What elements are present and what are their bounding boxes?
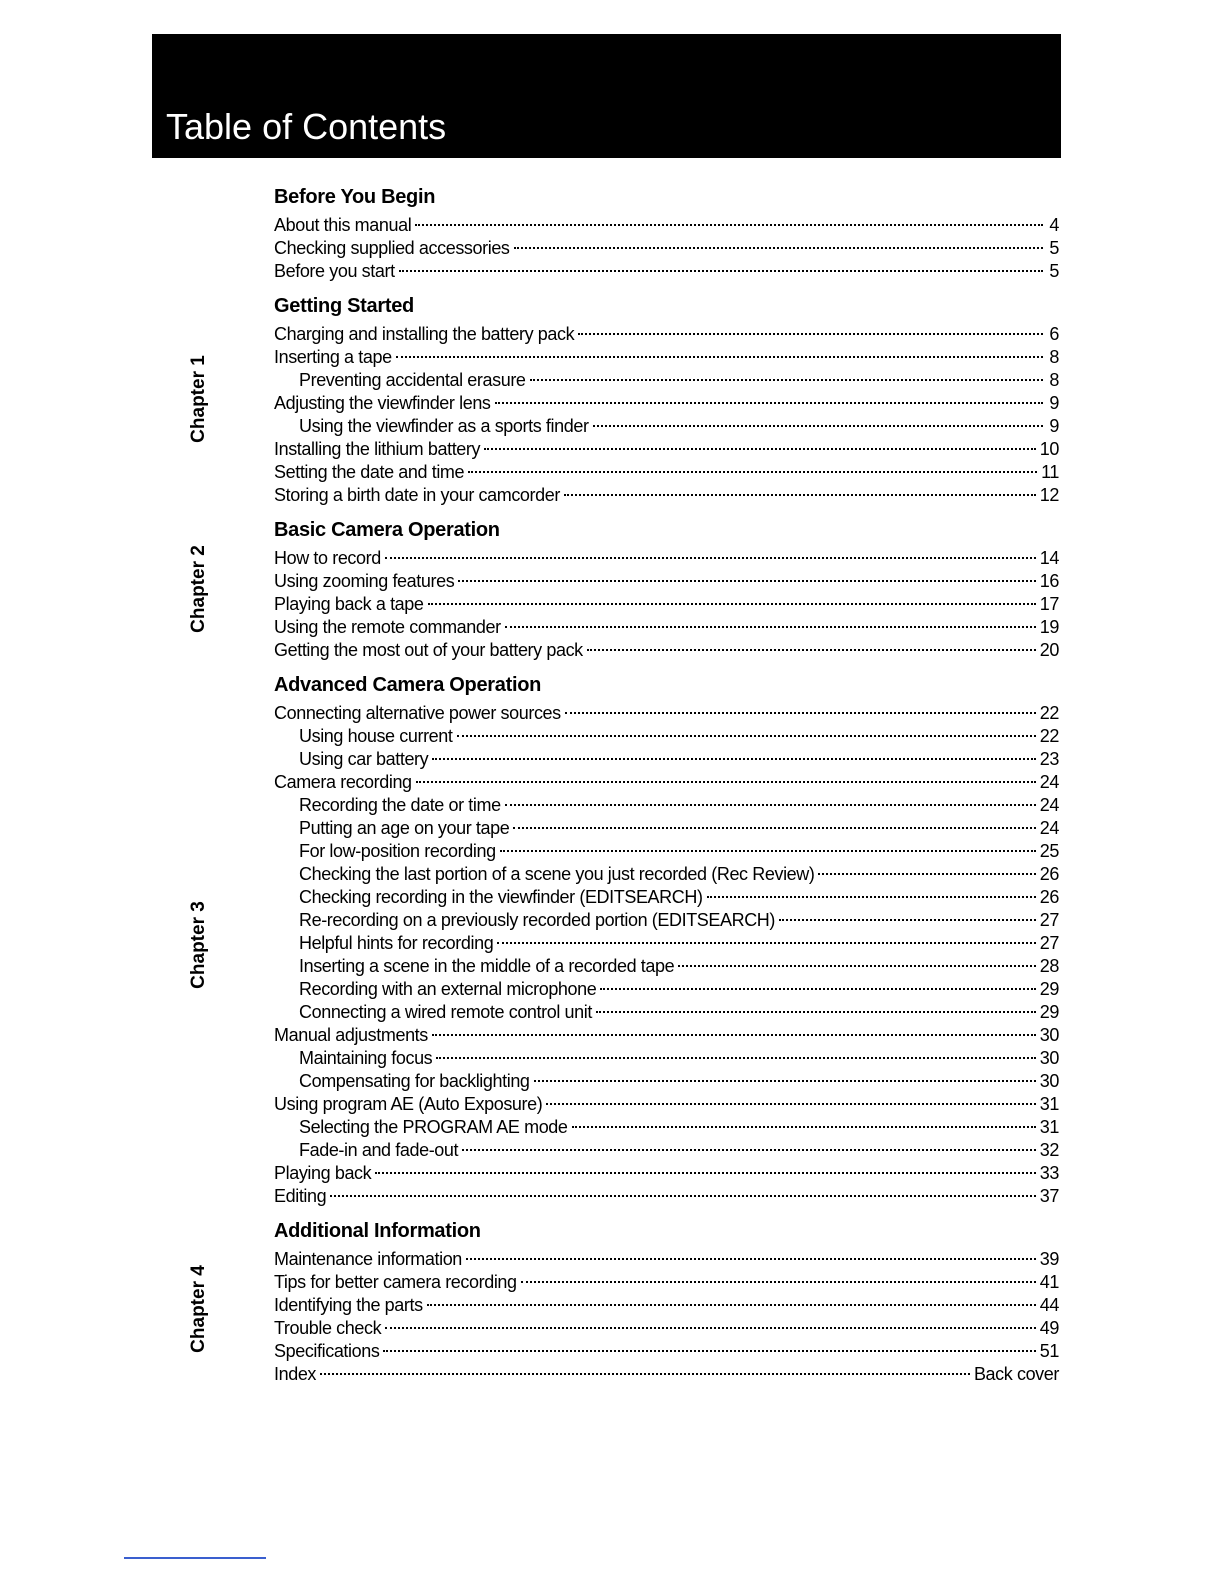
section-heading: Advanced Camera Operation bbox=[274, 674, 542, 696]
toc-entry-label: Checking the last portion of a scene you just recorded (Rec Review) bbox=[299, 864, 815, 884]
section-entries bbox=[274, 323, 1059, 507]
chapter-2-label: Chapter 2 bbox=[187, 545, 209, 633]
dot-leader bbox=[546, 1103, 1035, 1105]
toc-entry-page: 39 bbox=[1039, 1249, 1059, 1269]
toc-entry-page: 30 bbox=[1039, 1025, 1059, 1045]
toc-entry-label: Inserting a scene in the middle of a recorded tape bbox=[299, 956, 675, 976]
toc-entry-page: 30 bbox=[1039, 1071, 1059, 1091]
toc-entry-label: Editing bbox=[274, 1186, 327, 1206]
toc-entry-page: 41 bbox=[1039, 1272, 1059, 1292]
toc-entry-page: 16 bbox=[1039, 571, 1059, 591]
dot-leader bbox=[564, 494, 1036, 496]
toc-entry-page: 29 bbox=[1039, 979, 1059, 999]
toc-entry-page: 27 bbox=[1039, 933, 1059, 953]
dot-leader bbox=[396, 356, 1043, 358]
dot-leader bbox=[428, 603, 1036, 605]
toc-entry[interactable] bbox=[274, 593, 1059, 616]
toc-entry-label: Connecting alternative power sources bbox=[274, 703, 561, 723]
toc-entry-page: 9 bbox=[1049, 416, 1059, 436]
title-banner bbox=[152, 34, 1061, 158]
toc-entry-page: 33 bbox=[1039, 1163, 1059, 1183]
page-title: Table of Contents bbox=[166, 106, 447, 147]
toc-entry-page: 32 bbox=[1039, 1140, 1059, 1160]
toc-entry[interactable] bbox=[274, 1340, 1059, 1363]
toc-entry[interactable] bbox=[274, 346, 1059, 369]
dot-leader bbox=[530, 379, 1043, 381]
toc-entry-label: Getting the most out of your battery pack bbox=[274, 640, 583, 660]
toc-entry-label: Using the remote commander bbox=[274, 617, 501, 637]
toc-entry-page: Back cover bbox=[973, 1364, 1059, 1384]
toc-entry-page: 24 bbox=[1039, 772, 1059, 792]
toc-entry-label: Selecting the PROGRAM AE mode bbox=[299, 1117, 568, 1137]
toc-entry-page: 17 bbox=[1039, 594, 1059, 614]
toc-entry[interactable] bbox=[274, 1317, 1059, 1340]
toc-entry-page: 9 bbox=[1049, 393, 1059, 413]
toc-entry[interactable] bbox=[274, 771, 1059, 794]
section-heading: Getting Started bbox=[274, 295, 414, 317]
toc-entry-label: Installing the lithium battery bbox=[274, 439, 481, 459]
toc-entry-label: Identifying the parts bbox=[274, 1295, 423, 1315]
toc-entry[interactable] bbox=[274, 1093, 1059, 1116]
toc-entry-page: 28 bbox=[1039, 956, 1059, 976]
toc-entry-page: 25 bbox=[1039, 841, 1059, 861]
toc-entry-page: 19 bbox=[1039, 617, 1059, 637]
toc-entry[interactable] bbox=[274, 415, 1059, 438]
table-of-contents bbox=[274, 182, 1059, 1386]
toc-entry[interactable] bbox=[274, 932, 1059, 955]
dot-leader bbox=[330, 1195, 1036, 1197]
toc-entry[interactable] bbox=[274, 702, 1059, 725]
dot-leader bbox=[385, 1327, 1036, 1329]
toc-entry-page: 8 bbox=[1049, 347, 1059, 367]
toc-entry-label: Trouble check bbox=[274, 1318, 382, 1338]
toc-entry-label: Checking supplied accessories bbox=[274, 238, 510, 258]
section-entries bbox=[274, 214, 1059, 283]
toc-entry[interactable] bbox=[274, 260, 1059, 283]
toc-entry-label: Re-recording on a previously recorded portion (EDITSEARCH) bbox=[299, 910, 776, 930]
toc-entry-page: 29 bbox=[1039, 1002, 1059, 1022]
toc-entry-label: Specifications bbox=[274, 1341, 380, 1361]
section-heading: Additional Information bbox=[274, 1220, 481, 1242]
toc-entry-page: 37 bbox=[1039, 1186, 1059, 1206]
toc-entry-label: Tips for better camera recording bbox=[274, 1272, 517, 1292]
toc-entry-page: 5 bbox=[1049, 238, 1059, 258]
dot-leader bbox=[385, 557, 1036, 559]
toc-entry[interactable] bbox=[274, 438, 1059, 461]
toc-entry-page: 20 bbox=[1039, 640, 1059, 660]
dot-leader bbox=[320, 1373, 970, 1375]
toc-entry-page: 23 bbox=[1039, 749, 1059, 769]
dot-leader bbox=[505, 626, 1036, 628]
dot-leader bbox=[600, 988, 1035, 990]
toc-entry-page: 24 bbox=[1039, 795, 1059, 815]
dot-leader bbox=[497, 942, 1035, 944]
toc-entry-page: 30 bbox=[1039, 1048, 1059, 1068]
toc-entry-label: Checking recording in the viewfinder (EDITSEARCH) bbox=[299, 887, 703, 907]
toc-entry[interactable] bbox=[274, 461, 1059, 484]
dot-leader bbox=[427, 1304, 1036, 1306]
dot-leader bbox=[596, 1011, 1036, 1013]
dot-leader bbox=[779, 919, 1036, 921]
dot-leader bbox=[458, 580, 1035, 582]
toc-entry-label: Putting an age on your tape bbox=[299, 818, 510, 838]
toc-entry[interactable] bbox=[274, 748, 1059, 771]
dot-leader bbox=[678, 965, 1036, 967]
toc-entry-page: 8 bbox=[1049, 370, 1059, 390]
toc-entry[interactable] bbox=[274, 616, 1059, 639]
toc-entry-page: 49 bbox=[1039, 1318, 1059, 1338]
toc-entry-label: Inserting a tape bbox=[274, 347, 392, 367]
dot-leader bbox=[432, 1034, 1036, 1036]
toc-entry[interactable] bbox=[274, 794, 1059, 817]
toc-entry[interactable] bbox=[274, 909, 1059, 932]
section-entries bbox=[274, 702, 1059, 1208]
chapter-1-label: Chapter 1 bbox=[187, 355, 209, 443]
toc-entry-label: Manual adjustments bbox=[274, 1025, 428, 1045]
toc-entry[interactable] bbox=[274, 1116, 1059, 1139]
toc-entry[interactable] bbox=[274, 392, 1059, 415]
dot-leader bbox=[468, 471, 1037, 473]
dot-leader bbox=[383, 1350, 1035, 1352]
toc-entry-label: Playing back bbox=[274, 1163, 372, 1183]
toc-entry-label: Fade-in and fade-out bbox=[299, 1140, 459, 1160]
toc-entry-label: Using car battery bbox=[299, 749, 429, 769]
toc-entry-page: 6 bbox=[1049, 324, 1059, 344]
section-heading: Basic Camera Operation bbox=[274, 519, 500, 541]
dot-leader bbox=[436, 1057, 1035, 1059]
toc-entry[interactable] bbox=[274, 547, 1059, 570]
dot-leader bbox=[707, 896, 1036, 898]
dot-leader bbox=[565, 712, 1036, 714]
toc-entry-page: 26 bbox=[1039, 864, 1059, 884]
section-heading: Before You Begin bbox=[274, 186, 436, 208]
dot-leader bbox=[578, 333, 1043, 335]
toc-entry[interactable] bbox=[274, 369, 1059, 392]
toc-entry-label: Index bbox=[274, 1364, 317, 1384]
toc-entry-page: 31 bbox=[1039, 1094, 1059, 1114]
dot-leader bbox=[534, 1080, 1036, 1082]
toc-entry[interactable] bbox=[274, 1248, 1059, 1271]
dot-leader bbox=[432, 758, 1036, 760]
dot-leader bbox=[593, 425, 1043, 427]
toc-entry[interactable] bbox=[274, 1185, 1059, 1208]
toc-entry[interactable] bbox=[274, 886, 1059, 909]
toc-entry-label: Helpful hints for recording bbox=[299, 933, 494, 953]
toc-entry-label: Camera recording bbox=[274, 772, 412, 792]
toc-entry[interactable] bbox=[274, 840, 1059, 863]
toc-entry[interactable] bbox=[274, 1162, 1059, 1185]
toc-entry[interactable] bbox=[274, 570, 1059, 593]
chapter-4-label: Chapter 4 bbox=[187, 1265, 209, 1353]
toc-entry-label: Charging and installing the battery pack bbox=[274, 324, 575, 344]
toc-entry[interactable] bbox=[274, 955, 1059, 978]
toc-entry[interactable] bbox=[274, 978, 1059, 1001]
dot-leader bbox=[500, 850, 1036, 852]
toc-entry-page: 5 bbox=[1049, 261, 1059, 281]
dot-leader bbox=[572, 1126, 1036, 1128]
toc-entry-label: Connecting a wired remote control unit bbox=[299, 1002, 592, 1022]
dot-leader bbox=[818, 873, 1035, 875]
toc-entry[interactable] bbox=[274, 1024, 1059, 1047]
toc-entry[interactable] bbox=[274, 484, 1059, 507]
toc-entry-label: Maintaining focus bbox=[299, 1048, 433, 1068]
toc-entry-label: For low-position recording bbox=[299, 841, 496, 861]
dot-leader bbox=[587, 649, 1036, 651]
toc-entry[interactable] bbox=[274, 1294, 1059, 1317]
dot-leader bbox=[415, 224, 1043, 226]
dot-leader bbox=[505, 804, 1036, 806]
toc-entry-label: About this manual bbox=[274, 215, 412, 235]
toc-entry-label: Recording with an external microphone bbox=[299, 979, 597, 999]
section-entries bbox=[274, 1248, 1059, 1386]
dot-leader bbox=[466, 1258, 1036, 1260]
toc-entry[interactable] bbox=[274, 817, 1059, 840]
dot-leader bbox=[416, 781, 1036, 783]
dot-leader bbox=[484, 448, 1036, 450]
footer-divider bbox=[124, 1557, 266, 1559]
dot-leader bbox=[375, 1172, 1036, 1174]
toc-entry[interactable] bbox=[274, 1139, 1059, 1162]
toc-entry[interactable] bbox=[274, 725, 1059, 748]
toc-entry-label: Preventing accidental erasure bbox=[299, 370, 526, 390]
toc-entry-page: 22 bbox=[1039, 726, 1059, 746]
dot-leader bbox=[462, 1149, 1036, 1151]
toc-entry-label: Using zooming features bbox=[274, 571, 455, 591]
toc-entry[interactable] bbox=[274, 639, 1059, 662]
toc-entry[interactable] bbox=[274, 1070, 1059, 1093]
chapter-3-label: Chapter 3 bbox=[187, 901, 209, 989]
toc-entry-label: Using program AE (Auto Exposure) bbox=[274, 1094, 543, 1114]
section-entries bbox=[274, 547, 1059, 662]
toc-entry[interactable] bbox=[274, 214, 1059, 237]
toc-entry-page: 4 bbox=[1049, 215, 1059, 235]
toc-entry-label: Setting the date and time bbox=[274, 462, 465, 482]
toc-entry-page: 31 bbox=[1039, 1117, 1059, 1137]
dot-leader bbox=[495, 402, 1043, 404]
toc-entry-label: Recording the date or time bbox=[299, 795, 501, 815]
dot-leader bbox=[513, 827, 1035, 829]
toc-entry-label: Maintenance information bbox=[274, 1249, 462, 1269]
toc-entry[interactable] bbox=[274, 1363, 1059, 1386]
dot-leader bbox=[514, 247, 1043, 249]
toc-entry-label: Compensating for backlighting bbox=[299, 1071, 530, 1091]
toc-entry[interactable] bbox=[274, 323, 1059, 346]
toc-entry-label: Before you start bbox=[274, 261, 395, 281]
toc-entry-page: 27 bbox=[1039, 910, 1059, 930]
toc-entry-page: 11 bbox=[1041, 462, 1059, 482]
toc-entry-label: Playing back a tape bbox=[274, 594, 424, 614]
toc-entry[interactable] bbox=[274, 1001, 1059, 1024]
toc-entry[interactable] bbox=[274, 1047, 1059, 1070]
toc-entry-page: 44 bbox=[1039, 1295, 1059, 1315]
toc-entry-page: 12 bbox=[1039, 485, 1059, 505]
toc-entry-label: Storing a birth date in your camcorder bbox=[274, 485, 560, 505]
toc-entry-page: 22 bbox=[1039, 703, 1059, 723]
toc-entry-label: Using the viewfinder as a sports finder bbox=[299, 416, 589, 436]
dot-leader bbox=[521, 1281, 1036, 1283]
toc-entry-page: 10 bbox=[1039, 439, 1059, 459]
dot-leader bbox=[457, 735, 1036, 737]
toc-entry-page: 26 bbox=[1039, 887, 1059, 907]
toc-entry-page: 14 bbox=[1039, 548, 1059, 568]
toc-entry[interactable] bbox=[274, 863, 1059, 886]
toc-entry-page: 24 bbox=[1039, 818, 1059, 838]
toc-entry-label: How to record bbox=[274, 548, 381, 568]
toc-entry-page: 51 bbox=[1039, 1341, 1059, 1361]
toc-entry-label: Using house current bbox=[299, 726, 453, 746]
toc-entry-label: Adjusting the viewfinder lens bbox=[274, 393, 491, 413]
dot-leader bbox=[399, 270, 1043, 272]
toc-entry[interactable] bbox=[274, 237, 1059, 260]
toc-entry[interactable] bbox=[274, 1271, 1059, 1294]
